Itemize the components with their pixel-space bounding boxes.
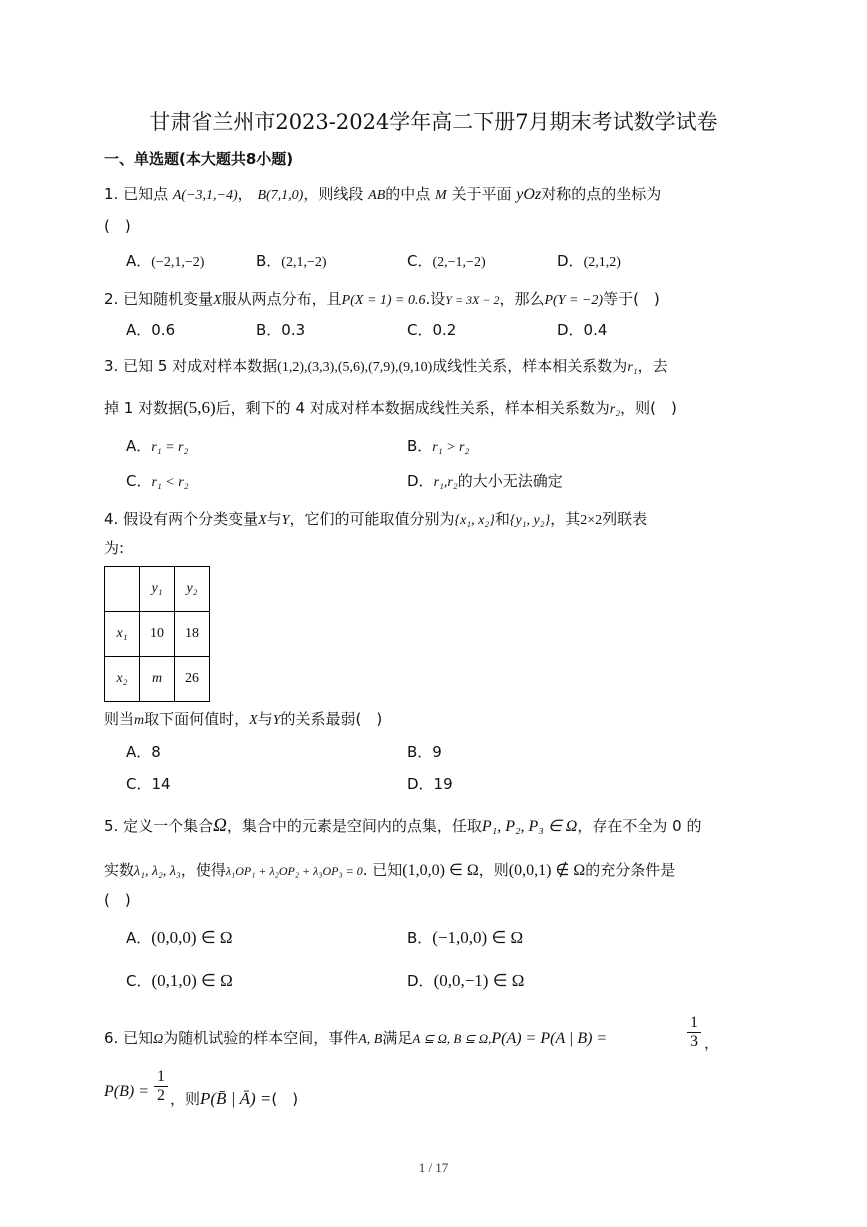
option-label: C． xyxy=(407,252,433,270)
option-a[interactable] xyxy=(126,250,204,271)
separator: ， xyxy=(237,185,253,203)
q4-text: ，它们的可能取值分别为 xyxy=(289,510,455,528)
q5-text: ，集合中的元素是空间内的点集，任取 xyxy=(226,817,482,835)
option-value: (−2,1,−2) xyxy=(151,255,205,270)
option-value: (−1,0,0) ∈ Ω xyxy=(432,928,524,947)
page-number: 1 / 17 xyxy=(418,1160,449,1175)
fraction-denominator: 2 xyxy=(154,1086,168,1105)
option-label: A． xyxy=(126,437,152,455)
prob-expr: P(Y = −2) xyxy=(544,293,604,308)
plane-yoz: yOz xyxy=(516,186,542,203)
q2-text: 2. 已知随机变量 xyxy=(104,290,214,308)
comma: ， xyxy=(704,1034,720,1052)
option-label: D． xyxy=(407,472,434,490)
option-value: r₁ > r₂ xyxy=(432,440,470,455)
option-value: (0,1,0) ∈ Ω xyxy=(151,971,233,990)
question-6-line-2 xyxy=(104,1082,149,1101)
table-header: y₂ xyxy=(175,567,210,612)
option-c[interactable] xyxy=(126,470,189,491)
known-point: (1,0,0) ∈ Ω xyxy=(402,862,479,879)
question-6-line-2b xyxy=(170,1088,298,1109)
q2-text: ，那么 xyxy=(499,290,545,308)
q5-text: ，则 xyxy=(478,861,509,879)
question-4-line-1 xyxy=(104,508,647,529)
question-6-line-1 xyxy=(104,1027,607,1048)
q3-text: ，去 xyxy=(637,357,668,375)
q3-text: 掉 1 对数据 xyxy=(104,399,184,417)
option-value: (2,−1,−2) xyxy=(432,255,486,270)
var-m: m xyxy=(134,713,145,728)
q6-text: 为随机试验的样本空间，事件 xyxy=(163,1029,359,1047)
target-point: (0,0,1) ∉ Ω xyxy=(508,862,586,879)
option-c[interactable] xyxy=(407,250,486,271)
option-a[interactable] xyxy=(126,435,188,456)
option-value: r₁ < r₂ xyxy=(151,475,189,490)
table-dim: 2×2 xyxy=(580,513,603,528)
omega: Ω xyxy=(153,1032,164,1047)
set-x: {x₁, x₂} xyxy=(454,513,495,528)
var-x: X xyxy=(258,513,267,528)
option-text: 的大小无法确定 xyxy=(457,472,563,490)
answer-paren: ( ) xyxy=(104,891,131,909)
point-b: B(7,1,0) xyxy=(257,188,304,203)
segment-ab: AB xyxy=(368,188,386,203)
fraction-denominator: 3 xyxy=(687,1032,701,1051)
option-d[interactable]: D．19 xyxy=(407,775,453,793)
table-row-header: x₂ xyxy=(105,657,140,702)
q6-text: ，则 xyxy=(170,1090,201,1108)
option-value: (2,1,2) xyxy=(583,255,621,270)
q4-text: 取下面何值时， xyxy=(144,710,250,728)
option-a[interactable]: A．8 xyxy=(126,743,161,761)
option-label: C． xyxy=(126,972,152,990)
option-d[interactable] xyxy=(557,250,621,271)
q1-text: 1. 已知点 xyxy=(104,185,169,203)
events: A, B xyxy=(358,1032,383,1047)
option-value: (0,0,0) ∈ Ω xyxy=(151,928,233,947)
question-1-line-1 xyxy=(104,183,661,204)
question-3-line-1 xyxy=(104,355,668,376)
q5-text: 的充分条件是 xyxy=(585,861,676,879)
table-cell: 26 xyxy=(175,657,210,702)
r2: r₂ xyxy=(609,402,621,417)
option-label: D． xyxy=(407,972,434,990)
q5-text: ，存在不全为 0 的 xyxy=(577,817,702,835)
option-c[interactable]: C．0.2 xyxy=(407,321,457,339)
answer-paren: ( ) xyxy=(104,217,131,235)
y-def: Y = 3X − 2 xyxy=(445,293,500,307)
q4-text: 列联表 xyxy=(602,510,648,528)
q5-text: ，使得 xyxy=(180,861,226,879)
vector-equation: λ₁OP₁ + λ₂OP₂ + λ₃OP₃ = 0 xyxy=(225,864,363,878)
q2-text: .设 xyxy=(425,290,446,308)
q5-text: . 已知 xyxy=(362,861,403,879)
option-label: A． xyxy=(126,252,152,270)
q3-text: 成线性关系，样本相关系数为 xyxy=(432,357,628,375)
table-cell: 10 xyxy=(140,612,175,657)
subset-expr: A ⊆ Ω, B ⊆ Ω, xyxy=(412,1031,492,1046)
q1-text: 的中点 xyxy=(385,185,431,203)
q1-text: ，则线段 xyxy=(303,185,364,203)
table-row xyxy=(105,657,210,702)
option-value: (0,0,−1) ∈ Ω xyxy=(433,971,525,990)
option-value: r₁ = r₂ xyxy=(151,440,189,455)
table-row xyxy=(105,612,210,657)
option-b[interactable] xyxy=(407,927,523,948)
question-5-line-1 xyxy=(104,815,701,837)
option-value: r₁,r₂ xyxy=(433,475,458,490)
q4-text: ，其 xyxy=(550,510,581,528)
fraction-1-3 xyxy=(687,1014,701,1051)
var-y: Y xyxy=(281,513,290,528)
option-b[interactable]: B．9 xyxy=(407,743,442,761)
option-a[interactable]: A．0.6 xyxy=(126,321,176,339)
q5-text: 5. 定义一个集合 xyxy=(104,817,214,835)
table-header: y₁ xyxy=(140,567,175,612)
var-x: X xyxy=(213,293,222,308)
omega: Ω xyxy=(213,815,227,836)
option-label: B． xyxy=(407,929,433,947)
points-set: P₁, P₂, P₃ ∈ Ω xyxy=(481,818,578,835)
section-heading: 一、单选题(本大题共8小题) xyxy=(104,150,294,168)
fraction-numerator: 1 xyxy=(690,1014,698,1031)
set-y: {y₁, y₂} xyxy=(509,513,551,528)
q4-text: 则当 xyxy=(104,710,135,728)
table-row-header: x₁ xyxy=(105,612,140,657)
q4-text: 4. 假设有两个分类变量 xyxy=(104,510,259,528)
option-b[interactable] xyxy=(407,435,469,456)
table-cell: 18 xyxy=(175,612,210,657)
q3-text: 后，剩下的 4 对成对样本数据成线性关系，样本相关系数为 xyxy=(215,399,610,417)
contingency-table xyxy=(104,566,210,702)
option-label: B． xyxy=(407,437,433,455)
q6-text: ( ) xyxy=(271,1090,299,1108)
table-cell xyxy=(105,567,140,612)
q6-text: 6. 已知 xyxy=(104,1029,154,1047)
question-5-line-2 xyxy=(104,859,675,880)
q4-text: 与 xyxy=(266,510,282,528)
r1: r₁ xyxy=(627,360,638,375)
fraction-1-2 xyxy=(154,1068,168,1105)
lambdas: λ₁, λ₂, λ₃ xyxy=(134,864,181,879)
option-label: D． xyxy=(557,252,584,270)
prob-expr: P(B) = xyxy=(104,1083,149,1100)
q4-text: 和 xyxy=(494,510,510,528)
q5-text: 实数 xyxy=(104,861,135,879)
q2-text: 服从两点分布，且 xyxy=(221,290,342,308)
var-x: X xyxy=(249,713,258,728)
page-title: 甘肃省兰州市2023-2024学年高二下册7月期末考试数学试卷 xyxy=(149,110,718,134)
prob-expr: P(A) = P(A | B) = xyxy=(491,1030,608,1047)
fraction-numerator: 1 xyxy=(157,1068,165,1085)
option-value: (2,1,−2) xyxy=(281,255,327,270)
question-2-line-1 xyxy=(104,288,660,309)
var-y: Y xyxy=(272,713,281,728)
option-c[interactable] xyxy=(126,970,233,991)
q1-text: 关于平面 xyxy=(451,185,512,203)
removed-point: (5,6) xyxy=(183,398,216,417)
q4-text: 与 xyxy=(257,710,273,728)
option-label: B． xyxy=(256,252,282,270)
point-a: A(−3,1,−4) xyxy=(172,188,238,203)
q2-text: 等于( ) xyxy=(603,290,660,308)
option-a[interactable] xyxy=(126,927,233,948)
question-3-line-2 xyxy=(104,397,677,418)
option-b[interactable] xyxy=(256,250,327,271)
prob-expr: P(X = 1) = 0.6 xyxy=(341,293,426,308)
option-d[interactable] xyxy=(407,470,563,491)
q1-text: 对称的点的坐标为 xyxy=(541,185,662,203)
q4-text: 的关系最弱( ) xyxy=(280,710,383,728)
option-d[interactable] xyxy=(407,970,524,991)
question-4-line-3 xyxy=(104,708,382,729)
option-c[interactable]: C．14 xyxy=(126,775,171,793)
q3-text: ，则( ) xyxy=(620,399,677,417)
table-row xyxy=(105,567,210,612)
question-4-line-2: 为: xyxy=(104,539,125,557)
option-label: A． xyxy=(126,929,152,947)
table-cell: m xyxy=(140,657,175,702)
q6-text: 满足 xyxy=(382,1029,413,1047)
q3-text: 3. 已知 5 对成对样本数据 xyxy=(104,357,278,375)
option-label: C． xyxy=(126,472,152,490)
option-d[interactable]: D．0.4 xyxy=(557,321,608,339)
point-m: M xyxy=(435,188,447,203)
sample-data: (1,2),(3,3),(5,6),(7,9),(9,10) xyxy=(277,360,433,375)
option-b[interactable]: B．0.3 xyxy=(256,321,306,339)
prob-expr: P(B̄ | Ā) = xyxy=(200,1089,272,1108)
